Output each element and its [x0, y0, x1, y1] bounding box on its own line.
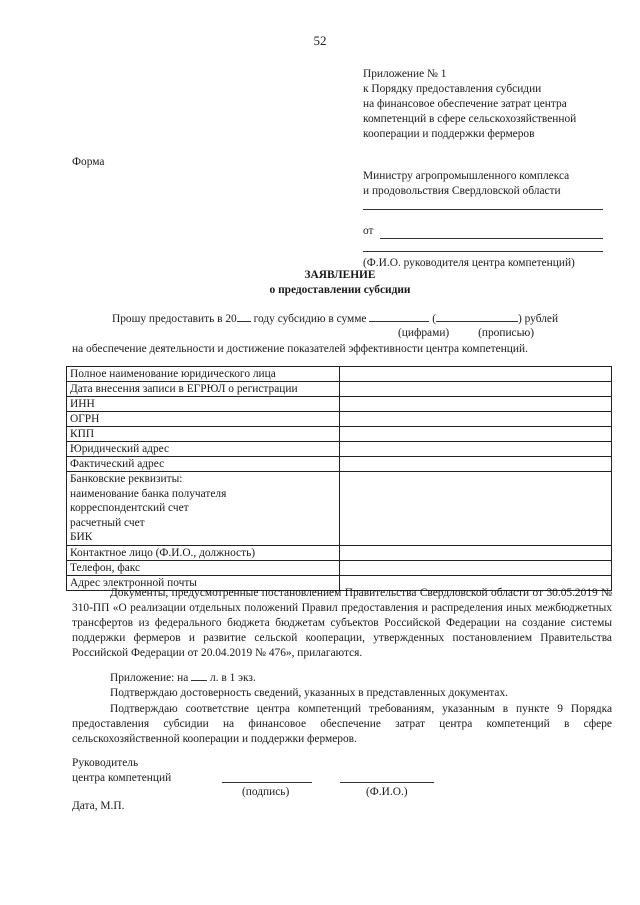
table-row: [67, 412, 612, 427]
purpose-text: на обеспечение деятельности и достижение показателей эффективности центра компетенций.: [72, 343, 528, 355]
row-label: ОГРН: [67, 412, 340, 427]
table-row: [67, 382, 612, 397]
bank-line: расчетный счет: [70, 516, 145, 529]
row-label: Дата внесения записи в ЕГРЮЛ о регистрации: [67, 382, 340, 397]
request-text: Прошу предоставить в 20: [112, 313, 237, 325]
appendix-line: Приложение № 1: [363, 68, 447, 80]
row-label: Полное наименование юридического лица: [67, 367, 340, 382]
appendix-line: компетенций в сфере сельскохозяйственной: [363, 113, 577, 126]
signature-title: Руководитель: [72, 757, 139, 769]
request-text: (: [429, 313, 436, 325]
row-value-cell[interactable]: [340, 472, 612, 546]
row-value-cell[interactable]: [340, 442, 612, 457]
table-row: [67, 397, 612, 412]
appendix-line: кооперации и поддержки фермеров: [363, 128, 535, 141]
row-value-cell[interactable]: [340, 560, 612, 575]
row-label: ИНН: [67, 397, 340, 412]
row-label: Адрес электронной почты: [67, 575, 340, 590]
addressee-line: и продовольствия Свердловской области: [363, 185, 561, 198]
table-row: [67, 427, 612, 442]
digits-caption: (цифрами): [398, 327, 450, 339]
addressee-blank-line[interactable]: [363, 209, 603, 210]
request-text: году субсидию в сумме: [250, 313, 370, 325]
from-blank-line[interactable]: [380, 228, 603, 239]
fio-caption: (Ф.И.О. руководителя центра компетенций): [363, 257, 575, 270]
appendix-block: [363, 67, 628, 142]
row-label: Фактический адрес: [67, 457, 340, 472]
bank-line: Банковские реквизиты:: [70, 473, 183, 485]
table-row: [67, 367, 612, 382]
document-title: ЗАЯВЛЕНИЕ: [304, 269, 376, 281]
request-text: ) рублей: [518, 313, 559, 325]
row-label: Юридический адрес: [67, 442, 340, 457]
row-value-cell[interactable]: [340, 367, 612, 382]
form-label: Форма: [72, 156, 105, 168]
row-label: Контактное лицо (Ф.И.О., должность): [67, 545, 340, 560]
signature-blank-line[interactable]: [222, 782, 312, 783]
amount-digits-blank[interactable]: [369, 311, 429, 322]
document-subtitle: о предоставлении субсидии: [269, 284, 411, 296]
applicant-info-table: [66, 366, 612, 591]
appendix-line: на финансовое обеспечение затрат центра: [363, 98, 567, 111]
fio-blank-line[interactable]: [340, 782, 434, 783]
table-row-bank: [67, 472, 612, 546]
page-number: 52: [313, 33, 327, 48]
words-caption: (прописью): [478, 327, 535, 339]
request-captions: [398, 326, 560, 341]
row-value-cell[interactable]: [340, 382, 612, 397]
date-stamp-label: Дата, М.П.: [72, 800, 125, 812]
from-row: [363, 224, 603, 239]
sheets-count-blank[interactable]: [191, 670, 207, 681]
amount-words-blank[interactable]: [436, 311, 518, 322]
bank-line: наименование банка получателя: [70, 487, 227, 500]
request-line: [112, 311, 558, 327]
addressee-block: [363, 169, 603, 271]
row-value-cell[interactable]: [340, 427, 612, 442]
bank-line: БИК: [70, 531, 93, 544]
appendix-line: к Порядку предоставления субсидии: [363, 83, 542, 96]
addressee-blank-line[interactable]: [363, 251, 603, 252]
row-label: КПП: [67, 427, 340, 442]
table-row: [67, 560, 612, 575]
row-value-cell[interactable]: [340, 457, 612, 472]
bank-details-label: [67, 472, 340, 546]
attachment-line: [110, 670, 610, 686]
row-value-cell[interactable]: [340, 545, 612, 560]
row-label: Телефон, факс: [67, 560, 340, 575]
table-row: [67, 442, 612, 457]
year-blank[interactable]: [237, 311, 251, 322]
attachment-text: Приложение: на: [110, 672, 192, 684]
from-label: от: [363, 225, 374, 238]
row-value-cell[interactable]: [340, 397, 612, 412]
signature-caption: (подпись): [242, 786, 290, 798]
table-row: [67, 457, 612, 472]
documents-paragraph: Документы, предусмотренные постановлением Правительства Свердловской области от 30.05.2019 № 310-ПП «О реализации отдельных положений Правил предоставления и распределения иных межбюджетных трансфертов из федерального бюджета бюджетам субъектов Российской Федерации на создание системы поддержки фермеров и развитие сельской кооперации, утвержденных постановлением Правительства Российской Федерации от 20.04.2019 № 476», прилагаются.: [72, 587, 612, 660]
signature-block: [72, 756, 171, 786]
reliability-paragraph: Подтверждаю достоверность сведений, указанных в представленных документах.: [110, 687, 509, 699]
fio-signature-caption: (Ф.И.О.): [366, 786, 408, 798]
attachment-text: л. в 1 экз.: [207, 672, 256, 684]
addressee-line: Министру агропромышленного комплекса: [363, 170, 570, 182]
compliance-paragraph: Подтверждаю соответствие центра компетенций требованиям, указанным в пункте 9 Порядка предоставления субсидии на финансовое обеспечение затрат центра компетенций в сфере сельскохозяйственной кооперации и поддержки фермеров.: [72, 703, 612, 746]
signature-title: центра компетенций: [72, 772, 172, 785]
bank-line: корреспондентский счет: [70, 502, 189, 515]
table-row: [67, 545, 612, 560]
row-value-cell[interactable]: [340, 412, 612, 427]
